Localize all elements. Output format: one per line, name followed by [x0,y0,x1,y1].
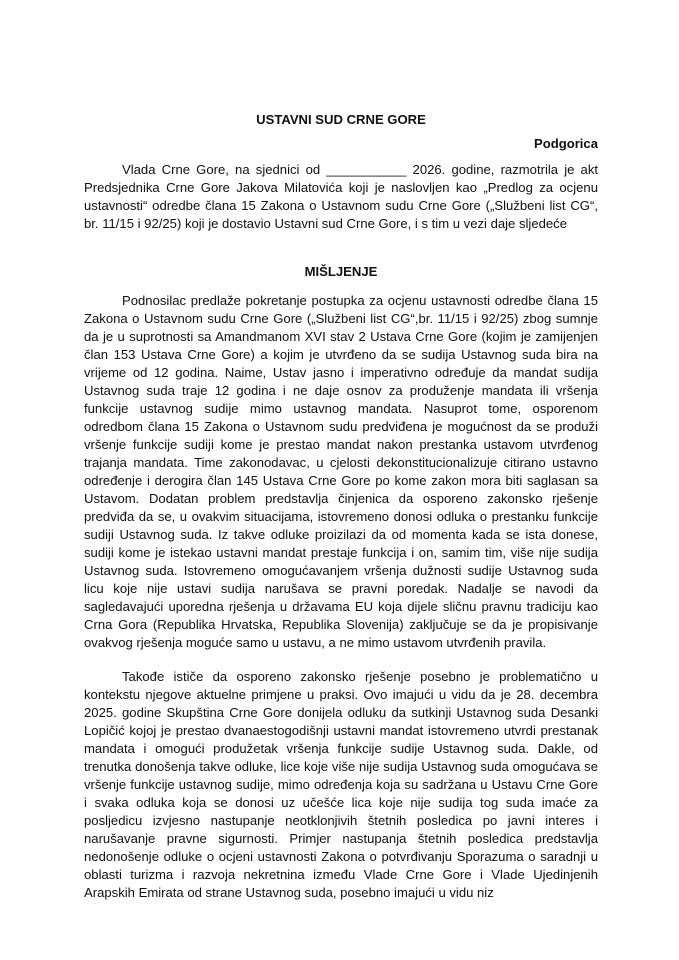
body-paragraph: Takođe ističe da osporeno zakonsko rješenje posebno je problematično u kontekstu njegove aktuelne primjene u praksi. Ovo imajući u vidu da je 28. decembra 2025. godine Skupština Crne Gore donijela odluku da sutkinji Ustavnog suda Desanki Lopičić kojoj je prestao dvanaestogodišnji ustavni mandat istovremeno utvrdi prestanak mandata i omogući produžetak vršenja funkcije sudije Ustavnog suda. Dakle, od trenutka donošenja takve odluke, lice koje više nije sudija Ustavnog suda omogućava se vršenje funkcije ustavnog sudije, mimo određenja koja su sadržana u Ustavu Crne Gore i svaka odluka koja se donosi uz učešće lica koje nije sudija tog suda imaće za posljedicu izvjesno nastupanje neotklonjivih štetnih posledica po javni interes i narušavanje pravne sigurnosti. Primjer nastupanja štetnih posledica predstavlja nedonošenje odluke o ocjeni ustavnosti Zakona o potvrđivanju Sporazuma o saradnji u oblasti turizma i razvoja nekretnina između Vlade Crne Gore i Vlade Ujedinjenih Arapskih Emirata od strane Ustavnog suda, posebno imajući u vidu niz [84,669,598,900]
court-title: USTAVNI SUD CRNE GORE [256,112,426,127]
place-name: Podgorica [533,136,598,151]
intro-paragraph: Vlada Crne Gore, na sjednici od ___________ 2026. godine, razmotrila je akt Predsjednika Crne Gore Jakova Milatovića koji je naslovljen kao „Predlog za ocjenu ustavnosti“ odredbe člana 15 Zakona o Ustavnom sudu Crne Gore („Službeni list CG“, br. 11/15 i 92/25) koji je dostavio Ustavni sud Crne Gore, i s tim u vezi daje sljedeće [84,162,598,231]
section-heading: MIŠLJENJE [304,264,378,279]
body-paragraph: Podnosilac predlaže pokretanje postupka za ocjenu ustavnosti odredbe člana 15 Zakona o Ustavnom sudu Crne Gore („Službeni list CG“,br. 11/15 i 92/25) zbog sumnje da je u suprotnosti sa Amandmanom XVI stav 2 Ustava Crne Gore (kojim je zamijenjen član 153 Ustava Crne Gore) a kojim je utvrđeno da se sudija Ustavnog suda bira na vrijeme od 12 godina. Naime, Ustav jasno i imperativno određuje da mandat sudija Ustavnog suda traje 12 godina i ne daje osnov za produženje mandata ili vršenja funkcije ustavnog sudije mimo ustavnog mandata. Nasuprot tome, osporenom odredbom člana 15 Zakona o Ustavnom sudu predviđena je mogućnost da se produži vršenje funkcije sudiji kome je prestao mandat nakon prestanka ustavom utvrđenog trajanja mandata. Time zakonodavac, u cjelosti dekonstitucionalizuje citirano ustavno određenje i derogira član 145 Ustava Crne Gore po kome zakon mora biti saglasan sa Ustavom. Dodatan problem predstavlja činjenica da osporeno zakonsko rješenje predviđa da se, u ovakvim situacijama, istovremeno donosi odluka o prestanku funkcije sudiji Ustavnog suda. Iz takve odluke proizilazi da od momenta kada se ista donese, sudiji kome je istekao ustavni mandat prestaje funkcija i on, samim tim, više nije sudija Ustavnog suda. Istovremeno omogućavanjem vršenja dužnosti sudije Ustavnog suda licu koje nije ustavi sudija narušava se pravni poredak. Nadalje se navodi da sagledavajući uporedna rješenja u državama EU koja dijele sličnu pravnu tradiciju kao Crna Gora (Republika Hrvatska, Republika Slovenija) zaključuje se da je propisivanje ovakvog rješenja moguće samo u ustavu, a ne mimo ustavom utvrđenih pravila. [84,293,598,650]
document-body [84,111,598,902]
